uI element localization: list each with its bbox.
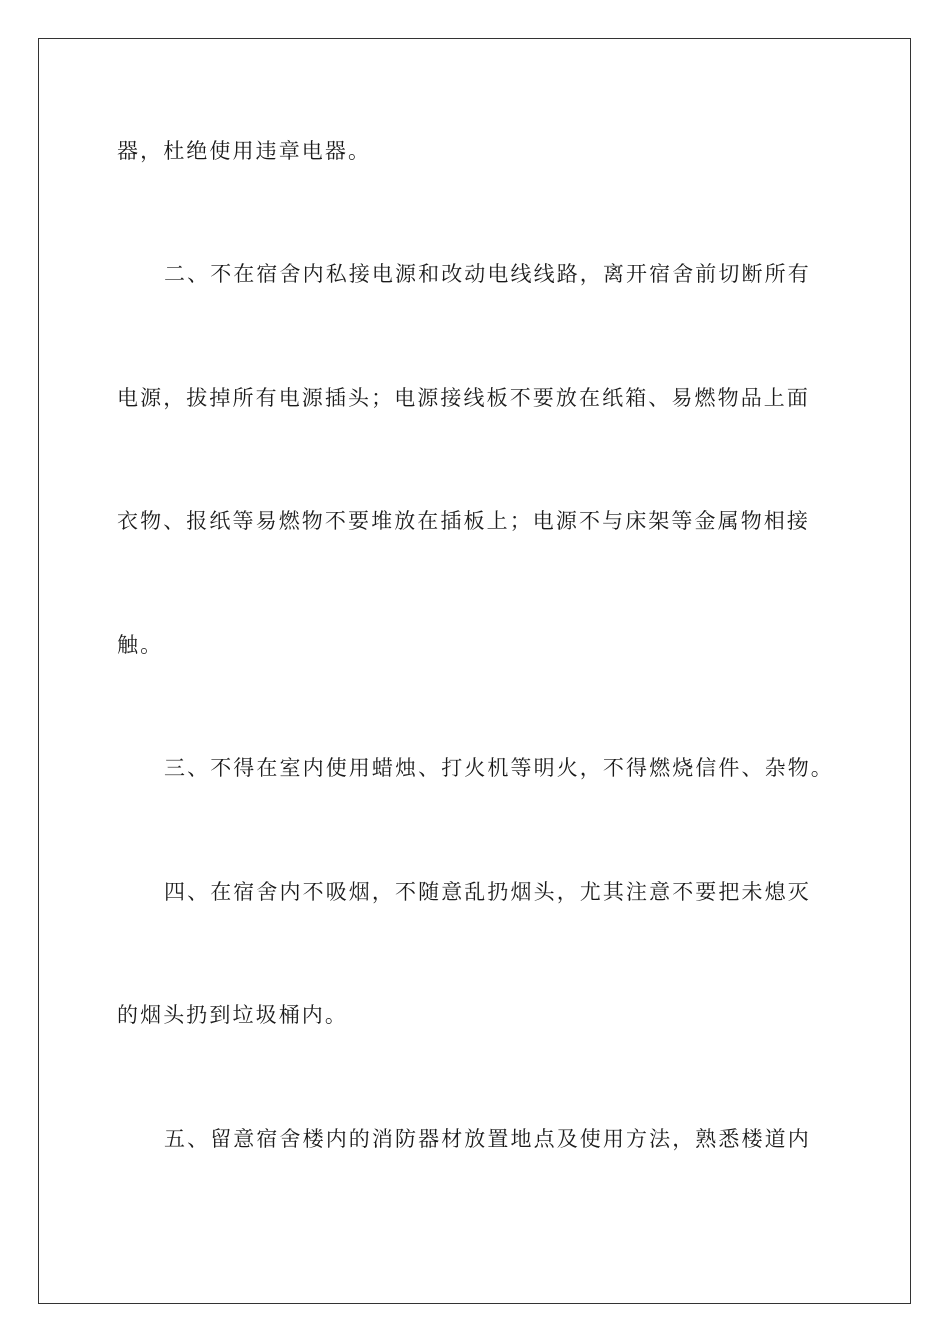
page-border xyxy=(38,38,911,1304)
text-line: 器，杜绝使用违章电器。 xyxy=(117,139,372,163)
paragraph-4-start: 四、在宿舍内不吸烟，不随意乱扔烟头，尤其注意不要把未熄灭 xyxy=(164,880,811,904)
text-line: 触。 xyxy=(117,633,164,657)
paragraph-5-start: 五、留意宿舍楼内的消防器材放置地点及使用方法，熟悉楼道内 xyxy=(164,1127,811,1151)
paragraph-2-start: 二、不在宿舍内私接电源和改动电线线路，离开宿舍前切断所有 xyxy=(164,262,811,286)
paragraph-3-start: 三、不得在室内使用蜡烛、打火机等明火，不得燃烧信件、杂物。 xyxy=(164,756,834,780)
text-line: 电源，拔掉所有电源插头；电源接线板不要放在纸箱、易燃物品上面 xyxy=(117,386,810,410)
text-line: 的烟头扔到垃圾桶内。 xyxy=(117,1003,348,1027)
text-line: 衣物、报纸等易燃物不要堆放在插板上；电源不与床架等金属物相接 xyxy=(117,509,810,533)
